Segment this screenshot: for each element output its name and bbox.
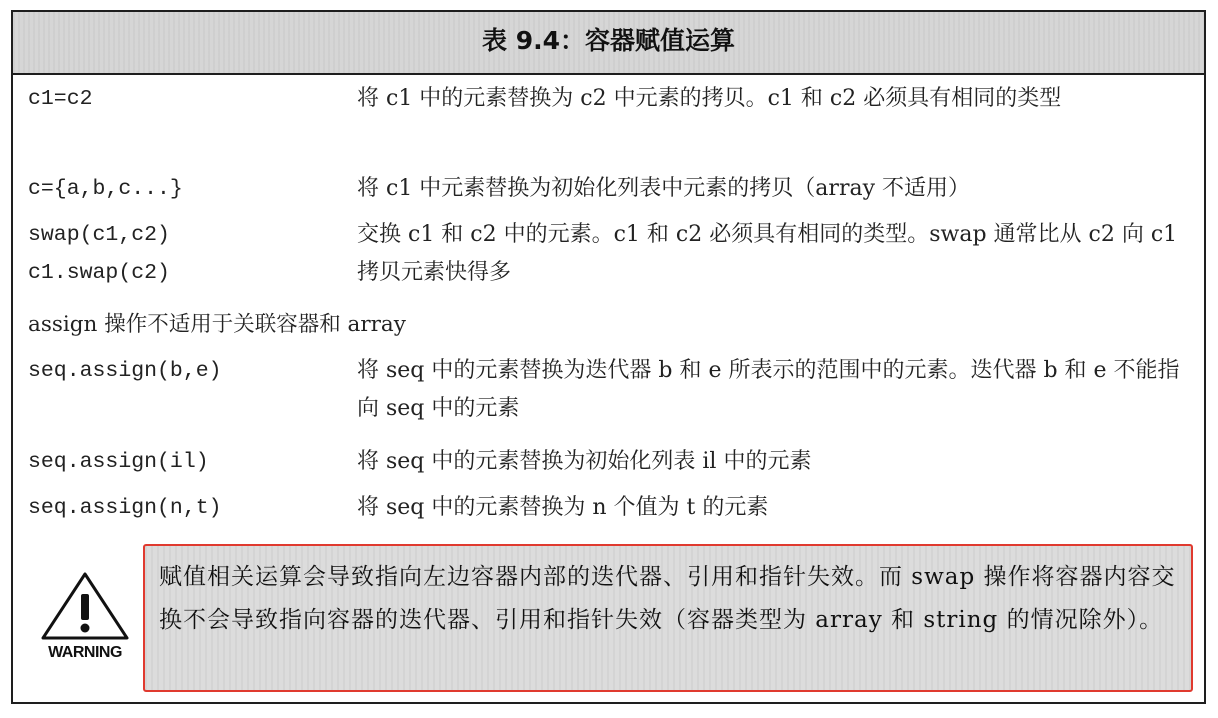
description-cell: 将 c1 中的元素替换为 c2 中元素的拷贝。c1 和 c2 必须具有相同的类型 [357,86,1062,111]
table-row [13,306,1204,350]
table-row [13,352,1204,436]
description-cell: 将 seq 中的元素替换为初始化列表 il 中的元素 [357,449,812,474]
operation-cell: seq.assign(n,t) [28,496,222,520]
table-row [13,489,1204,533]
table-row [13,78,1204,164]
operation-cell: seq.assign(il) [28,450,209,474]
table-page [11,10,1206,704]
warning-icon [35,568,135,678]
description-cell: 将 seq 中的元素替换为 n 个值为 t 的元素 [357,495,769,520]
operation-cell: c1.swap(c2) [28,261,170,285]
table-title: 表 9.4：容器赋值运算 [13,12,1204,75]
table-row [13,443,1204,487]
warning-triangle-icon [35,568,135,644]
operation-cell: c1=c2 [28,87,93,111]
warning-note [143,544,1193,692]
table-row [13,170,1204,214]
description-cell: 将 c1 中元素替换为初始化列表中元素的拷贝（array 不适用） [357,176,970,201]
warning-label: WARNING [48,644,122,661]
section-note: assign 操作不适用于关联容器和 array [28,312,406,337]
description-cell: 交换 c1 和 c2 中的元素。c1 和 c2 必须具有相同的类型。swap 通常比从 c2 向 c1 拷贝元素快得多 [357,222,1178,285]
operation-cell: c={a,b,c...} [28,177,183,201]
warning-text: 赋值相关运算会导致指向左边容器内部的迭代器、引用和指针失效。而 swap 操作将容器内容交换不会导致指向容器的迭代器、引用和指针失效（容器类型为 array 和 string 的情况除外）。 [159,564,1176,633]
description-cell: 将 seq 中的元素替换为迭代器 b 和 e 所表示的范围中的元素。迭代器 b 和 e 不能指向 seq 中的元素 [357,358,1180,421]
operation-cell: seq.assign(b,e) [28,359,222,383]
operation-cell: swap(c1,c2) [28,223,170,247]
table-row [13,216,1204,300]
